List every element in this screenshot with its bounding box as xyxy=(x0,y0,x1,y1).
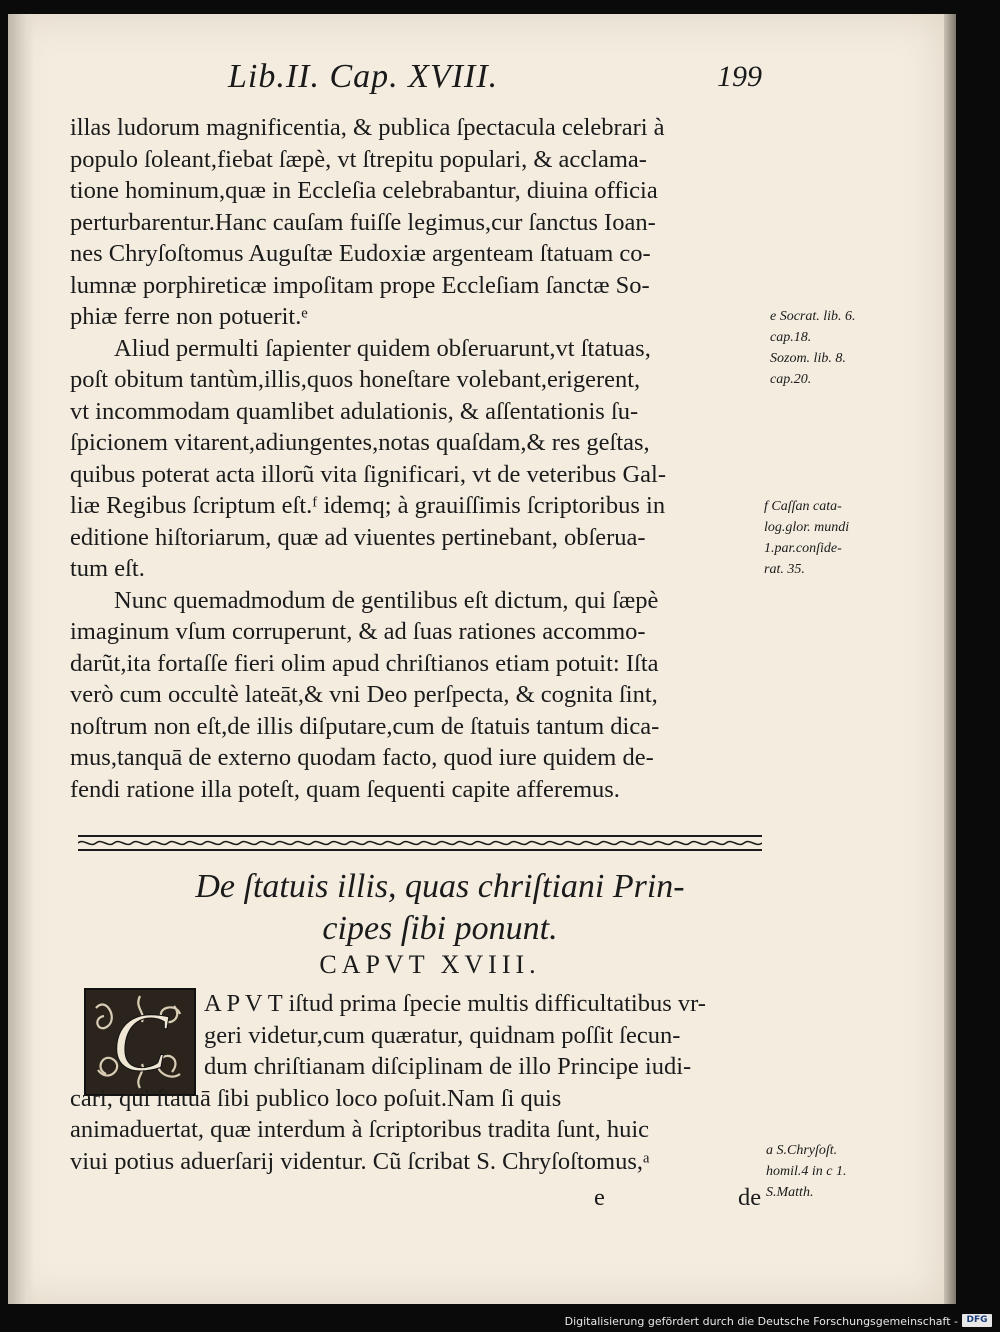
text-line: imaginum vſum corruperunt, & ad ſuas rationes accommo- xyxy=(70,618,646,645)
margin-note-line: e Socrat. lib. 6. xyxy=(770,309,856,324)
margin-note-line: cap.20. xyxy=(770,372,812,387)
text-line: Aliud permulti ſapienter quidem obſeruarunt,vt ſtatuas, xyxy=(114,334,651,362)
chapter-text xyxy=(70,988,764,1177)
running-head: Lib.II. Cap. XVIII. xyxy=(228,58,499,95)
text-line: perturbarentur.Hanc cauſam fuiſſe legimus,cur ſanctus Ioan- xyxy=(70,208,656,236)
ornamental-rule xyxy=(78,834,762,852)
text-line: populo ſoleant,fiebat ſæpè, vt ſtrepitu populari, & acclama- xyxy=(70,145,647,173)
text-line: illas ludorum magnificentia, & publica ſpectacula celebrari à xyxy=(70,114,665,141)
page-edge xyxy=(944,14,956,1304)
text-line: darũt,ita fortaſſe fieri olim apud chriſtianos etiam potuit: Iſta xyxy=(70,649,659,677)
margin-note-a xyxy=(766,1140,847,1203)
text-line: vt incommodam quamlibet adulationis, & aſſentationis ſu- xyxy=(70,397,639,425)
text-line: tione hominum,quæ in Eccleſia celebrabantur, diuina officia xyxy=(70,177,658,204)
text-line: A P V T iſtud prima ſpecie multis difficultatibus vr- xyxy=(204,990,706,1017)
text-line: phiæ ferre non potuerit.ᵉ xyxy=(70,303,308,330)
text-line: tum eſt. xyxy=(70,555,145,582)
margin-note-line: cap.18. xyxy=(770,330,812,345)
chapter-title-line: De ſtatuis illis, quas chriſtiani Prin- xyxy=(195,868,685,905)
chapter-title-line: cipes ſibi ponunt. xyxy=(322,910,558,947)
text-line: noſtrum non eſt,de illis diſputare,cum de ſtatuis tantum dica- xyxy=(70,712,660,740)
page-number: 199 xyxy=(717,60,762,93)
chapter-title xyxy=(120,866,760,950)
text-line: poſt obitum tantùm,illis,quos honeſtare volebant,erigerent, xyxy=(70,366,641,393)
text-line: animaduertat, quæ interdum à ſcriptoribus tradita ſunt, huic xyxy=(70,1116,650,1143)
footer-bar xyxy=(0,1308,1000,1332)
text-line: fendi ratione illa poteſt, quam ſequenti capite afferemus. xyxy=(70,775,620,803)
text-line: dum chriſtianam diſciplinam de illo Principe iudi- xyxy=(204,1053,692,1080)
margin-note-line: 1.par.conſide- xyxy=(764,541,842,556)
dfg-logo: DFG xyxy=(962,1314,992,1327)
signature-mark: e xyxy=(594,1184,605,1211)
text-line: ſpicionem vitarent,adiungentes,notas quaſdam,& res geſtas, xyxy=(70,429,650,456)
margin-note-line: S.Matth. xyxy=(766,1185,814,1200)
catchword: de xyxy=(738,1184,762,1211)
text-line: cari, qui ſtatuā ſibi publico loco poſuit.Nam ſi quis xyxy=(70,1084,562,1112)
text-line: mus,tanquā de externo quodam facto, quod iure quidem de- xyxy=(70,744,654,771)
margin-note-line: log.glor. mundi xyxy=(764,520,850,535)
text-line: verò cum occultè lateāt,& vni Deo perſpecta, & cognita ſint, xyxy=(70,681,658,708)
margin-note-line: a S.Chryſoſt. xyxy=(766,1143,838,1158)
page-gutter xyxy=(8,14,34,1304)
text-line: lumnæ porphireticæ impoſitam prope Eccleſiam ſanctæ So- xyxy=(70,271,650,299)
margin-note-line: rat. 35. xyxy=(764,562,805,577)
margin-note-e xyxy=(770,306,856,390)
text-line: liæ Regibus ſcriptum eſt.ᶠ idemq; à grauiſſimis ſcriptoribus in xyxy=(70,492,666,519)
margin-note-line: f Caſſan cata- xyxy=(764,499,842,514)
body-text xyxy=(70,112,760,805)
page-header xyxy=(228,58,762,98)
dropcap-letter: C xyxy=(111,996,169,1089)
margin-note-line: Sozom. lib. 8. xyxy=(770,351,846,366)
margin-note-line: homil.4 in c 1. xyxy=(766,1164,847,1179)
text-line: editione hiſtoriarum, quæ ad viuentes pertinebant, obſerua- xyxy=(70,523,646,551)
margin-note-f xyxy=(764,496,849,580)
text-line: geri videtur,cum quæratur, quidnam poſſit ſecun- xyxy=(204,1021,681,1049)
text-line: Nunc quemadmodum de gentilibus eſt dictum, qui ſæpè xyxy=(114,586,659,614)
text-line: quibus poterat acta illorũ vita ſignificari, vt de veteribus Gal- xyxy=(70,460,666,488)
funding-notice: Digitalisierung gefördert durch die Deutsche Forschungsgemeinschaft - xyxy=(564,1315,958,1328)
text-line: nes Chryſoſtomus Auguſtæ Eudoxiæ argenteam ſtatuam co- xyxy=(70,240,651,267)
chapter-label: CAPVT XVIII. xyxy=(319,950,541,979)
text-line: viui potius aduerſarij videntur. Cũ ſcribat S. Chryſoſtomus,ᵃ xyxy=(70,1147,650,1175)
